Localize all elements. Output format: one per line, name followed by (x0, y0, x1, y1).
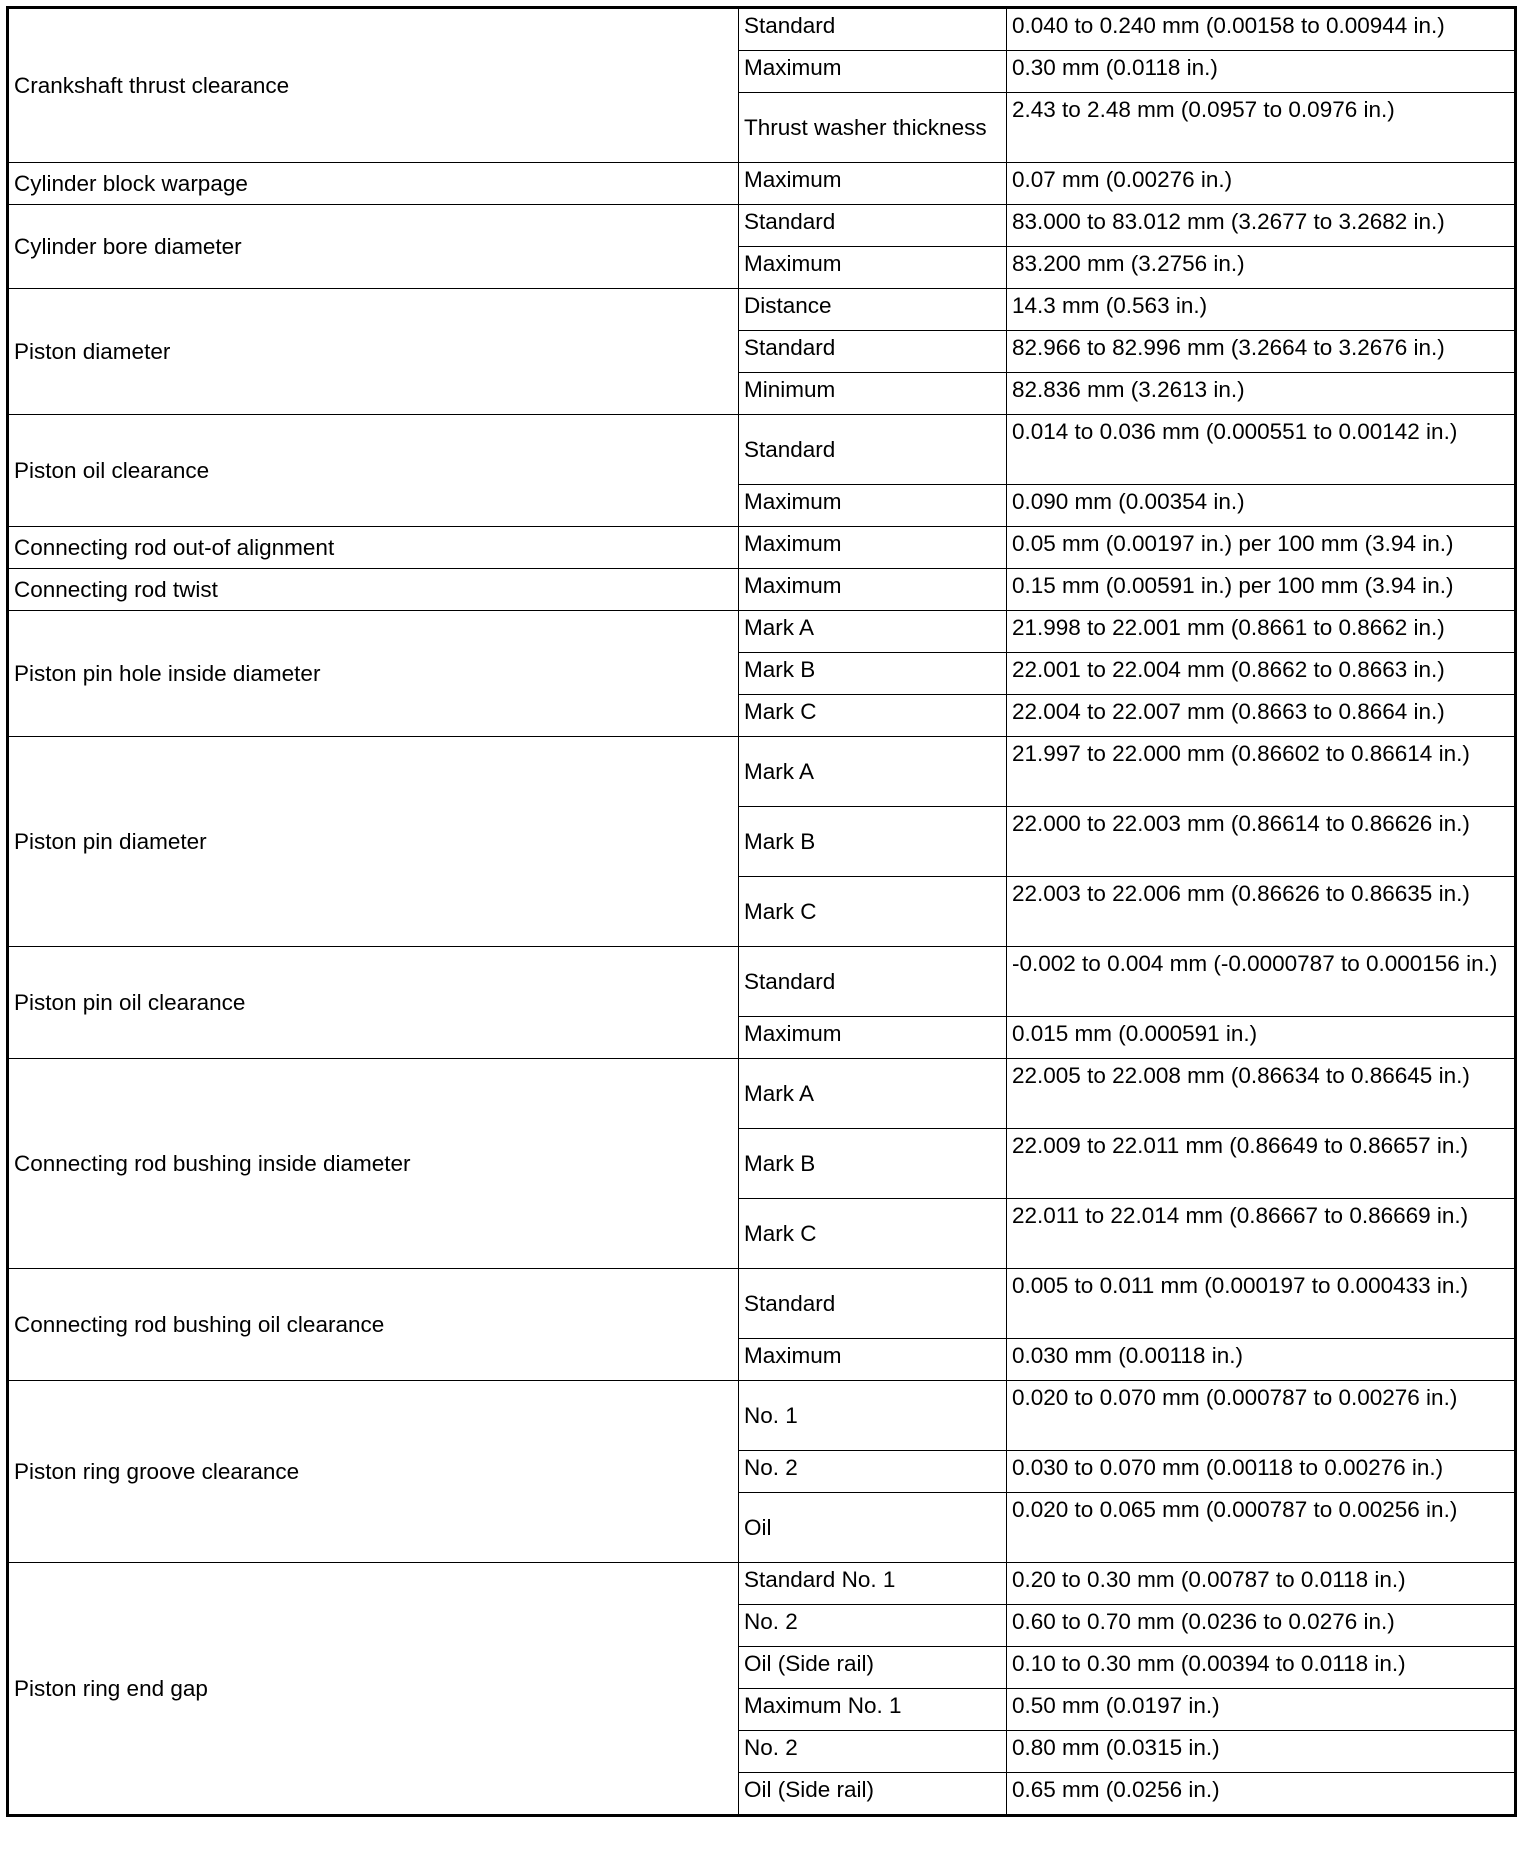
spec-condition: Maximum (739, 527, 1007, 569)
spec-value: 22.004 to 22.007 mm (0.8663 to 0.8664 in.) (1007, 695, 1516, 737)
spec-table (6, 6, 1517, 1817)
table-row (8, 1269, 1516, 1339)
spec-value: 22.009 to 22.011 mm (0.86649 to 0.86657 in.) (1007, 1129, 1516, 1199)
spec-item-label: Piston ring end gap (8, 1563, 739, 1816)
table-row (8, 8, 1516, 51)
spec-value: 0.30 mm (0.0118 in.) (1007, 51, 1516, 93)
spec-condition: Mark B (739, 653, 1007, 695)
spec-condition: Standard (739, 415, 1007, 485)
spec-value: 82.966 to 82.996 mm (3.2664 to 3.2676 in.) (1007, 331, 1516, 373)
spec-item-label: Cylinder block warpage (8, 163, 739, 205)
spec-value: 0.030 to 0.070 mm (0.00118 to 0.00276 in.) (1007, 1451, 1516, 1493)
spec-value: 0.60 to 0.70 mm (0.0236 to 0.0276 in.) (1007, 1605, 1516, 1647)
spec-condition: Maximum (739, 247, 1007, 289)
spec-condition: Mark C (739, 877, 1007, 947)
spec-condition: Maximum (739, 1017, 1007, 1059)
spec-condition: Mark C (739, 695, 1007, 737)
spec-value: 0.15 mm (0.00591 in.) per 100 mm (3.94 in.) (1007, 569, 1516, 611)
table-row (8, 527, 1516, 569)
spec-value: 21.997 to 22.000 mm (0.86602 to 0.86614 in.) (1007, 737, 1516, 807)
spec-value: 0.10 to 0.30 mm (0.00394 to 0.0118 in.) (1007, 1647, 1516, 1689)
spec-value: 0.80 mm (0.0315 in.) (1007, 1731, 1516, 1773)
table-row (8, 205, 1516, 247)
spec-condition: Maximum (739, 1339, 1007, 1381)
spec-condition: Standard (739, 947, 1007, 1017)
table-row (8, 569, 1516, 611)
spec-condition: Mark A (739, 737, 1007, 807)
spec-condition: Minimum (739, 373, 1007, 415)
spec-condition: Oil (Side rail) (739, 1773, 1007, 1816)
spec-condition: Maximum (739, 51, 1007, 93)
spec-condition: Mark B (739, 807, 1007, 877)
spec-value: 0.005 to 0.011 mm (0.000197 to 0.000433 in.) (1007, 1269, 1516, 1339)
table-row (8, 947, 1516, 1017)
spec-condition: Maximum (739, 569, 1007, 611)
spec-value: 2.43 to 2.48 mm (0.0957 to 0.0976 in.) (1007, 93, 1516, 163)
spec-condition: Mark C (739, 1199, 1007, 1269)
spec-item-label: Piston pin diameter (8, 737, 739, 947)
spec-value: 83.200 mm (3.2756 in.) (1007, 247, 1516, 289)
spec-condition: No. 1 (739, 1381, 1007, 1451)
table-row (8, 611, 1516, 653)
spec-value: 22.000 to 22.003 mm (0.86614 to 0.86626 in.) (1007, 807, 1516, 877)
spec-value: 0.65 mm (0.0256 in.) (1007, 1773, 1516, 1816)
spec-condition: Oil (739, 1493, 1007, 1563)
spec-value: 0.07 mm (0.00276 in.) (1007, 163, 1516, 205)
spec-item-label: Piston pin oil clearance (8, 947, 739, 1059)
table-row (8, 289, 1516, 331)
table-row (8, 737, 1516, 807)
table-row (8, 163, 1516, 205)
spec-condition: Mark A (739, 1059, 1007, 1129)
spec-condition: Maximum (739, 485, 1007, 527)
spec-value: 22.005 to 22.008 mm (0.86634 to 0.86645 in.) (1007, 1059, 1516, 1129)
spec-item-label: Piston ring groove clearance (8, 1381, 739, 1563)
spec-item-label: Connecting rod bushing inside diameter (8, 1059, 739, 1269)
spec-value: 22.001 to 22.004 mm (0.8662 to 0.8663 in.) (1007, 653, 1516, 695)
spec-item-label: Piston diameter (8, 289, 739, 415)
spec-value: 0.040 to 0.240 mm (0.00158 to 0.00944 in.) (1007, 8, 1516, 51)
spec-value: 82.836 mm (3.2613 in.) (1007, 373, 1516, 415)
spec-value: 0.090 mm (0.00354 in.) (1007, 485, 1516, 527)
spec-condition: Thrust washer thickness (739, 93, 1007, 163)
spec-condition: No. 2 (739, 1731, 1007, 1773)
spec-condition: Standard No. 1 (739, 1563, 1007, 1605)
spec-condition: Standard (739, 205, 1007, 247)
spec-condition: Mark B (739, 1129, 1007, 1199)
spec-value: 0.020 to 0.070 mm (0.000787 to 0.00276 in.) (1007, 1381, 1516, 1451)
table-row (8, 415, 1516, 485)
spec-value: 21.998 to 22.001 mm (0.8661 to 0.8662 in.) (1007, 611, 1516, 653)
spec-value: 0.030 mm (0.00118 in.) (1007, 1339, 1516, 1381)
spec-value: -0.002 to 0.004 mm (-0.0000787 to 0.000156 in.) (1007, 947, 1516, 1017)
spec-value: 14.3 mm (0.563 in.) (1007, 289, 1516, 331)
spec-item-label: Crankshaft thrust clearance (8, 8, 739, 163)
spec-value: 0.020 to 0.065 mm (0.000787 to 0.00256 in.) (1007, 1493, 1516, 1563)
spec-item-label: Connecting rod bushing oil clearance (8, 1269, 739, 1381)
spec-value: 0.014 to 0.036 mm (0.000551 to 0.00142 in.) (1007, 415, 1516, 485)
spec-value: 0.015 mm (0.000591 in.) (1007, 1017, 1516, 1059)
spec-condition: Maximum (739, 163, 1007, 205)
spec-condition: Maximum No. 1 (739, 1689, 1007, 1731)
spec-value: 0.05 mm (0.00197 in.) per 100 mm (3.94 in.) (1007, 527, 1516, 569)
spec-item-label: Piston oil clearance (8, 415, 739, 527)
spec-item-label: Connecting rod twist (8, 569, 739, 611)
spec-item-label: Cylinder bore diameter (8, 205, 739, 289)
spec-item-label: Piston pin hole inside diameter (8, 611, 739, 737)
table-row (8, 1059, 1516, 1129)
spec-condition: Standard (739, 331, 1007, 373)
spec-condition: Distance (739, 289, 1007, 331)
spec-value: 22.003 to 22.006 mm (0.86626 to 0.86635 in.) (1007, 877, 1516, 947)
spec-value: 83.000 to 83.012 mm (3.2677 to 3.2682 in.) (1007, 205, 1516, 247)
spec-value: 22.011 to 22.014 mm (0.86667 to 0.86669 in.) (1007, 1199, 1516, 1269)
spec-condition: Mark A (739, 611, 1007, 653)
table-row (8, 1381, 1516, 1451)
spec-condition: Oil (Side rail) (739, 1647, 1007, 1689)
spec-value: 0.20 to 0.30 mm (0.00787 to 0.0118 in.) (1007, 1563, 1516, 1605)
spec-condition: Standard (739, 8, 1007, 51)
spec-value: 0.50 mm (0.0197 in.) (1007, 1689, 1516, 1731)
spec-condition: No. 2 (739, 1605, 1007, 1647)
spec-condition: Standard (739, 1269, 1007, 1339)
spec-table-body (8, 8, 1516, 1816)
spec-condition: No. 2 (739, 1451, 1007, 1493)
spec-item-label: Connecting rod out-of alignment (8, 527, 739, 569)
table-row (8, 1563, 1516, 1605)
